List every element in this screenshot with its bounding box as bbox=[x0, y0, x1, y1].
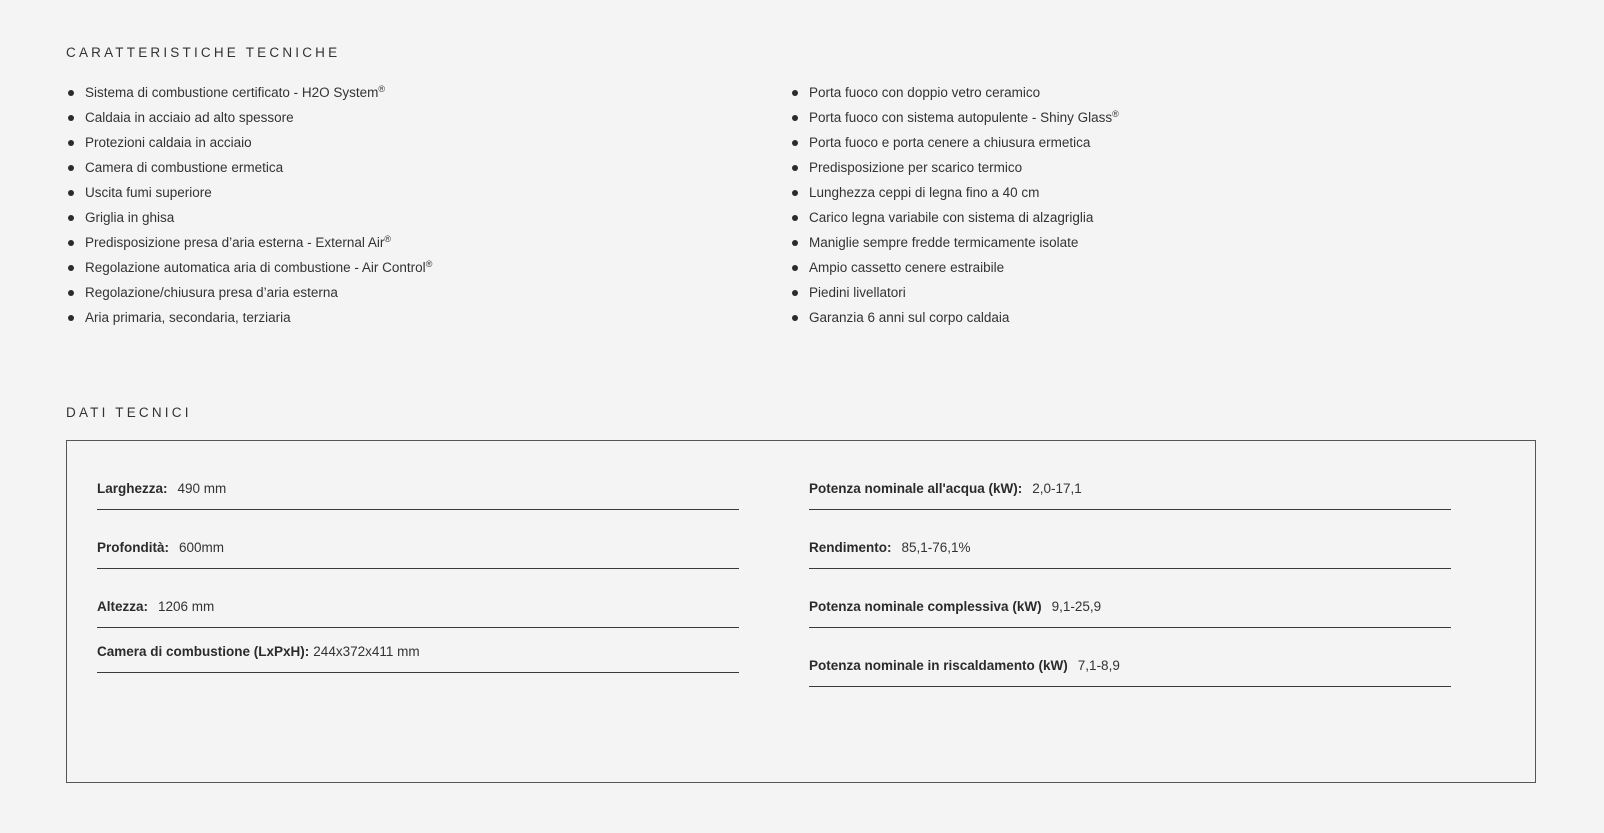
feature-item bbox=[790, 105, 1119, 130]
feature-text: Aria primaria, secondaria, terziaria bbox=[85, 310, 291, 325]
feature-item bbox=[66, 130, 432, 155]
feature-item bbox=[66, 155, 432, 180]
data-value: 600mm bbox=[179, 540, 225, 555]
feature-text: Griglia in ghisa bbox=[85, 210, 175, 225]
features-list-right bbox=[790, 80, 1119, 330]
features-title: CARATTERISTICHE TECNICHE bbox=[66, 45, 341, 60]
feature-item bbox=[790, 80, 1119, 105]
data-row-depth bbox=[97, 540, 739, 569]
feature-text: Predisposizione per scarico termico bbox=[809, 160, 1023, 175]
feature-item bbox=[66, 205, 432, 230]
data-label: Camera di combustione (LxPxH): bbox=[97, 644, 310, 659]
feature-item bbox=[790, 130, 1119, 155]
feature-text: Regolazione/chiusura presa d’aria esterna bbox=[85, 285, 338, 300]
feature-text: Porta fuoco con sistema autopulente - Shiny Glass bbox=[809, 110, 1113, 125]
feature-item bbox=[790, 280, 1119, 305]
data-row-total-power bbox=[809, 599, 1451, 628]
technical-data-title: DATI TECNICI bbox=[66, 405, 192, 420]
data-value: 244x372x411 mm bbox=[313, 644, 420, 659]
feature-text: Protezioni caldaia in acciaio bbox=[85, 135, 252, 150]
feature-item bbox=[790, 180, 1119, 205]
feature-item bbox=[790, 255, 1119, 280]
data-label: Potenza nominale complessiva (kW) bbox=[809, 599, 1042, 614]
data-value: 2,0-17,1 bbox=[1032, 481, 1082, 496]
feature-text: Regolazione automatica aria di combustione - Air Control bbox=[85, 260, 426, 275]
feature-item bbox=[66, 105, 432, 130]
data-value: 85,1-76,1% bbox=[901, 540, 971, 555]
data-label: Profondità: bbox=[97, 540, 169, 555]
data-label: Potenza nominale in riscaldamento (kW) bbox=[809, 658, 1068, 673]
feature-text: Sistema di combustione certificato - H2O System bbox=[85, 85, 379, 100]
data-row-width bbox=[97, 481, 739, 510]
feature-text: Porta fuoco e porta cenere a chiusura ermetica bbox=[809, 135, 1091, 150]
feature-item bbox=[66, 180, 432, 205]
feature-item bbox=[790, 230, 1119, 255]
data-label: Rendimento: bbox=[809, 540, 892, 555]
registered-mark: ® bbox=[378, 84, 385, 94]
feature-text: Piedini livellatori bbox=[809, 285, 906, 300]
feature-item bbox=[66, 305, 432, 330]
data-label: Potenza nominale all'acqua (kW): bbox=[809, 481, 1023, 496]
registered-mark: ® bbox=[425, 259, 433, 269]
feature-text: Uscita fumi superiore bbox=[85, 185, 212, 200]
feature-text: Lunghezza ceppi di legna fino a 40 cm bbox=[809, 185, 1040, 200]
data-row-efficiency bbox=[809, 540, 1451, 569]
data-row-height bbox=[97, 599, 739, 628]
features-list-left bbox=[66, 80, 432, 330]
feature-item bbox=[66, 80, 432, 105]
feature-item bbox=[66, 255, 432, 280]
data-row-heating-power bbox=[809, 658, 1451, 687]
feature-text: Caldaia in acciaio ad alto spessore bbox=[85, 110, 294, 125]
feature-text: Ampio cassetto cenere estraibile bbox=[809, 260, 1005, 275]
feature-text: Predisposizione presa d’aria esterna - External Air bbox=[85, 235, 385, 250]
data-value: 9,1-25,9 bbox=[1051, 599, 1102, 614]
technical-data-box bbox=[66, 440, 1536, 783]
data-label: Altezza: bbox=[97, 599, 149, 614]
data-value: 490 mm bbox=[177, 481, 227, 496]
data-row-water-power bbox=[809, 481, 1451, 510]
data-row-combustion-chamber bbox=[97, 644, 739, 673]
data-label: Larghezza: bbox=[97, 481, 168, 496]
feature-item bbox=[790, 155, 1119, 180]
feature-text: Porta fuoco con doppio vetro ceramico bbox=[809, 85, 1041, 100]
feature-text: Camera di combustione ermetica bbox=[85, 160, 284, 175]
feature-text: Garanzia 6 anni sul corpo caldaia bbox=[809, 310, 1010, 325]
feature-item bbox=[790, 205, 1119, 230]
data-value: 1206 mm bbox=[158, 599, 215, 614]
feature-item bbox=[790, 305, 1119, 330]
feature-text: Maniglie sempre fredde termicamente isolate bbox=[809, 235, 1079, 250]
feature-item bbox=[66, 230, 432, 255]
feature-item bbox=[66, 280, 432, 305]
feature-text: Carico legna variabile con sistema di alzagriglia bbox=[809, 210, 1094, 225]
registered-mark: ® bbox=[1112, 109, 1119, 119]
data-value: 7,1-8,9 bbox=[1077, 658, 1120, 673]
registered-mark: ® bbox=[384, 234, 392, 244]
